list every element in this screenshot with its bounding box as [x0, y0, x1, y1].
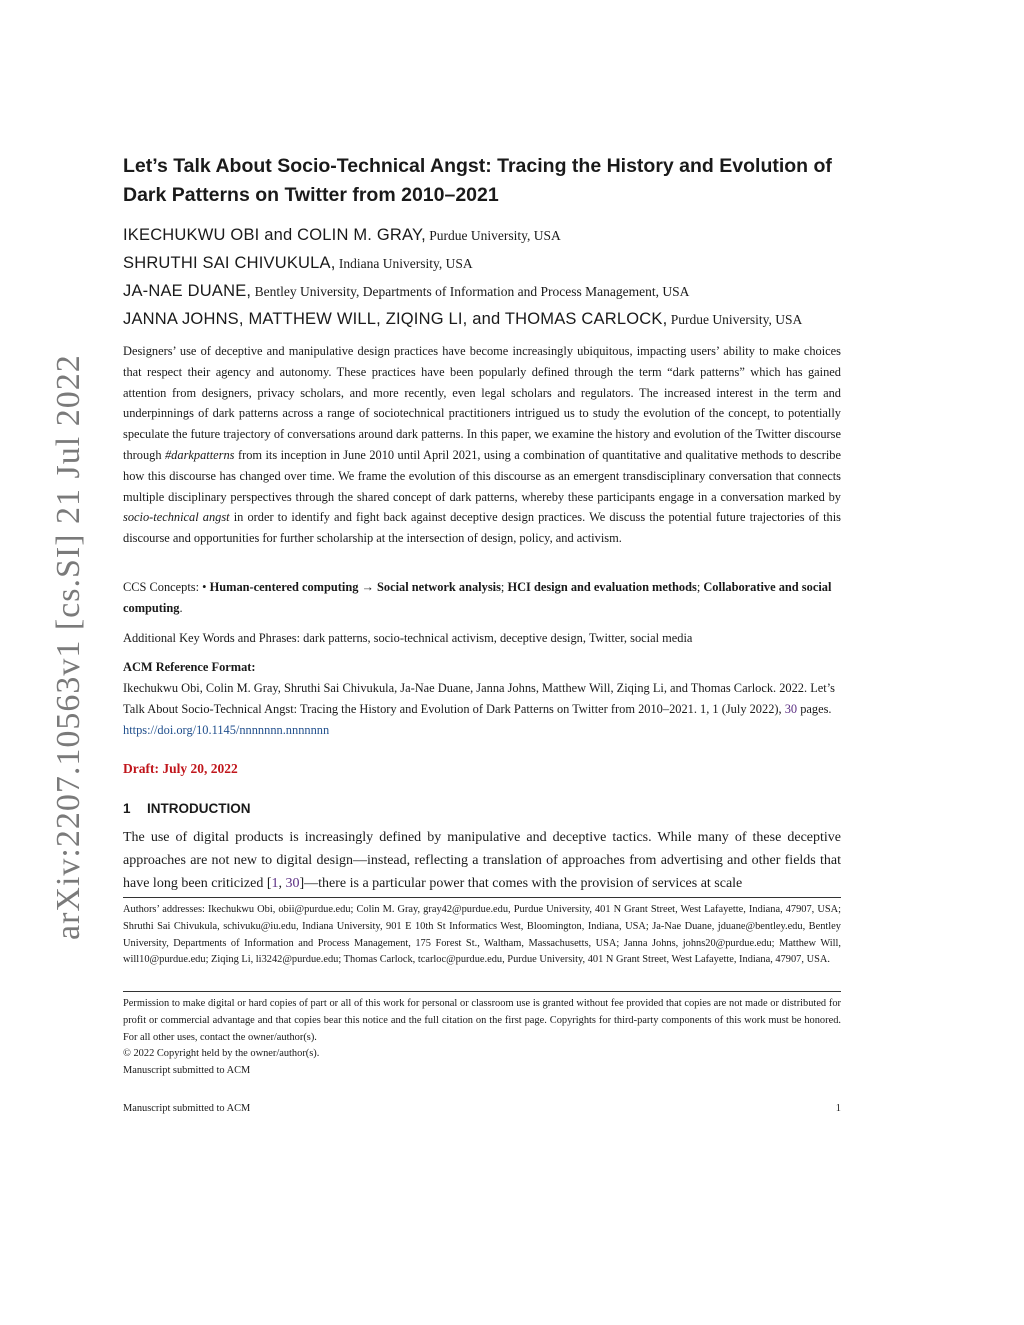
section-heading [123, 799, 841, 819]
author-line [123, 306, 841, 334]
acm-reference [123, 678, 841, 740]
citation-link[interactable]: 30 [285, 876, 300, 891]
paper-title: Let’s Talk About Socio-Technical Angst: Tracing the History and Evolution of Dark Patterns on Twitter from 2010–2021 [123, 155, 832, 206]
abstract-text: in order to identify and fight back against deceptive design practices. We discuss the potential future trajectories of this discourse and opportunities for further scholarship at the intersection of design, policy, and activism. [123, 510, 841, 546]
abstract-emphasis: socio-technical angst [123, 510, 230, 525]
acm-reference-heading: ACM Reference Format: [123, 660, 256, 674]
permission-divider [123, 991, 841, 992]
section-title: INTRODUCTION [147, 801, 251, 816]
ccs-item: Collaborative and social computing [123, 580, 832, 615]
intro-text: ]—there is a particular power that comes with the provision of services at scale [299, 876, 743, 891]
author-names: JANNA JOHNS, MATTHEW WILL, ZIQING LI, and THOMAS CARLOCK, [123, 310, 668, 328]
footer-manuscript: Manuscript submitted to ACM [123, 1103, 251, 1114]
ccs-end: . [179, 600, 183, 615]
section-number: 1 [123, 801, 131, 816]
author-names: IKECHUKWU OBI and COLIN M. GRAY, [123, 226, 426, 244]
footnote-divider [123, 897, 841, 898]
authors-addresses: Authors’ addresses: Ikechukwu Obi, obii@purdue.edu; Colin M. Gray, gray42@purdue.edu, Purdue University, 401 N Grant Street, West Lafayette, Indiana, 47907, USA; Shruthi Sai Chivukula, schivuku@iu.edu, Indiana University, 901 E 10th St Informatics West, Bloomington, Indiana, USA; Ja-Nae Duane, jduane@bentley.edu, Bentley University, Departments of Information and Process Management, 175 Forest St., Waltham, Massachusetts, USA; Janna Johns, johns20@purdue.edu; Matthew Will, will10@purdue.edu; Ziqing Li, li3242@purdue.edu; Thomas Carlock, tcarloc@purdue.edu, Purdue University, 401 N Grant Street, West Lafayette, Indiana, 47907, USA. [123, 904, 841, 966]
draft-date: Draft: July 20, 2022 [123, 761, 238, 776]
ccs-label: CCS Concepts: • [123, 580, 210, 594]
author-line [123, 222, 841, 250]
abstract [123, 341, 841, 549]
intro-text: The use of digital products is increasingly defined by manipulative and deceptive tactics. While many of these deceptive approaches are not new to digital design—instead, reflecting a translation of approaches from advertising and other fields that have long been criticized [ [123, 830, 841, 891]
arxiv-identifier: arXiv:2207.10563v1 [cs.SI] 21 Jul 2022 [50, 354, 87, 940]
permission-notice: Permission to make digital or hard copies of part or all of this work for personal or classroom use is granted without fee provided that copies are not made or distributed for profit or commercial advantage and that copies bear this notice and the full citation on the first page. Copyrights for third-party components of this work must be honored. For all other uses, contact the owner/author(s). [123, 998, 841, 1043]
author-line [123, 250, 841, 278]
abstract-text: from its inception in June 2010 until April 2021, using a combination of quantitative and qualitative methods to describe how this discourse has changed over time. We frame the evolution of this discourse as an emergent transdisciplinary conversation that connects multiple disciplinary perspectives through the shared concept of dark patterns, whereby these participants engage in a conversation marked by [123, 447, 841, 504]
doi-link[interactable]: https://doi.org/10.1145/nnnnnnn.nnnnnnn [123, 722, 330, 737]
author-affiliation: Purdue University, USA [425, 228, 561, 243]
author-list [123, 222, 841, 334]
manuscript-note: Manuscript submitted to ACM [123, 1065, 251, 1077]
author-names: JA-NAE DUANE, [123, 282, 252, 300]
author-names: SHRUTHI SAI CHIVUKULA, [123, 254, 336, 272]
copyright-line: © 2022 Copyright held by the owner/author(s). [123, 1048, 320, 1060]
page-number: 1 [835, 1103, 841, 1114]
author-affiliation: Bentley University, Departments of Information and Process Management, USA [251, 284, 690, 299]
ccs-item: Human-centered computing → Social network analysis [209, 580, 501, 594]
page-count-link[interactable]: 30 [784, 701, 798, 716]
author-affiliation: Purdue University, USA [667, 312, 803, 327]
author-affiliation: Indiana University, USA [335, 256, 473, 271]
author-line [123, 278, 841, 306]
abstract-text: Designers’ use of deceptive and manipulative design practices have become increasingly ubiquitous, impacting users’ ability to make choices that respect their agency and autonomy. These practices have been popularly defined through the term “dark patterns” which has gained attention from designers, privacy scholars, and more recently, even legal scholars and regulators. The increased interest in the term and underpinnings of dark patterns across a range of sociotechnical practitioners intrigued us to study the evolution of the concept, to potentially speculate the future trajectory of conversations around dark patterns. In this paper, we examine the history and evolution of the Twitter discourse through [123, 344, 841, 462]
ccs-separator: ; [500, 580, 508, 594]
permission-block [123, 996, 841, 1080]
acm-reference-text: pages. [797, 701, 832, 716]
citation-link[interactable]: 1 [271, 876, 279, 891]
abstract-hashtag: #darkpatterns [164, 447, 235, 462]
citation-separator: , [278, 876, 286, 891]
ccs-item: HCI design and evaluation methods [507, 580, 697, 594]
introduction-paragraph [123, 826, 841, 895]
ccs-concepts [123, 577, 841, 619]
ccs-separator: ; [696, 580, 704, 594]
keywords: Additional Key Words and Phrases: dark patterns, socio-technical activism, deceptive design, Twitter, social media [123, 631, 693, 645]
acm-reference-text: Ikechukwu Obi, Colin M. Gray, Shruthi Sai Chivukula, Ja-Nae Duane, Janna Johns, Matthew Will, Ziqing Li, and Thomas Carlock. 2022. Let’s Talk About Socio-Technical Angst: Tracing the History and Evolution of Dark Patterns on Twitter from 2010–2021. 1, 1 (July 2022), [123, 681, 835, 716]
